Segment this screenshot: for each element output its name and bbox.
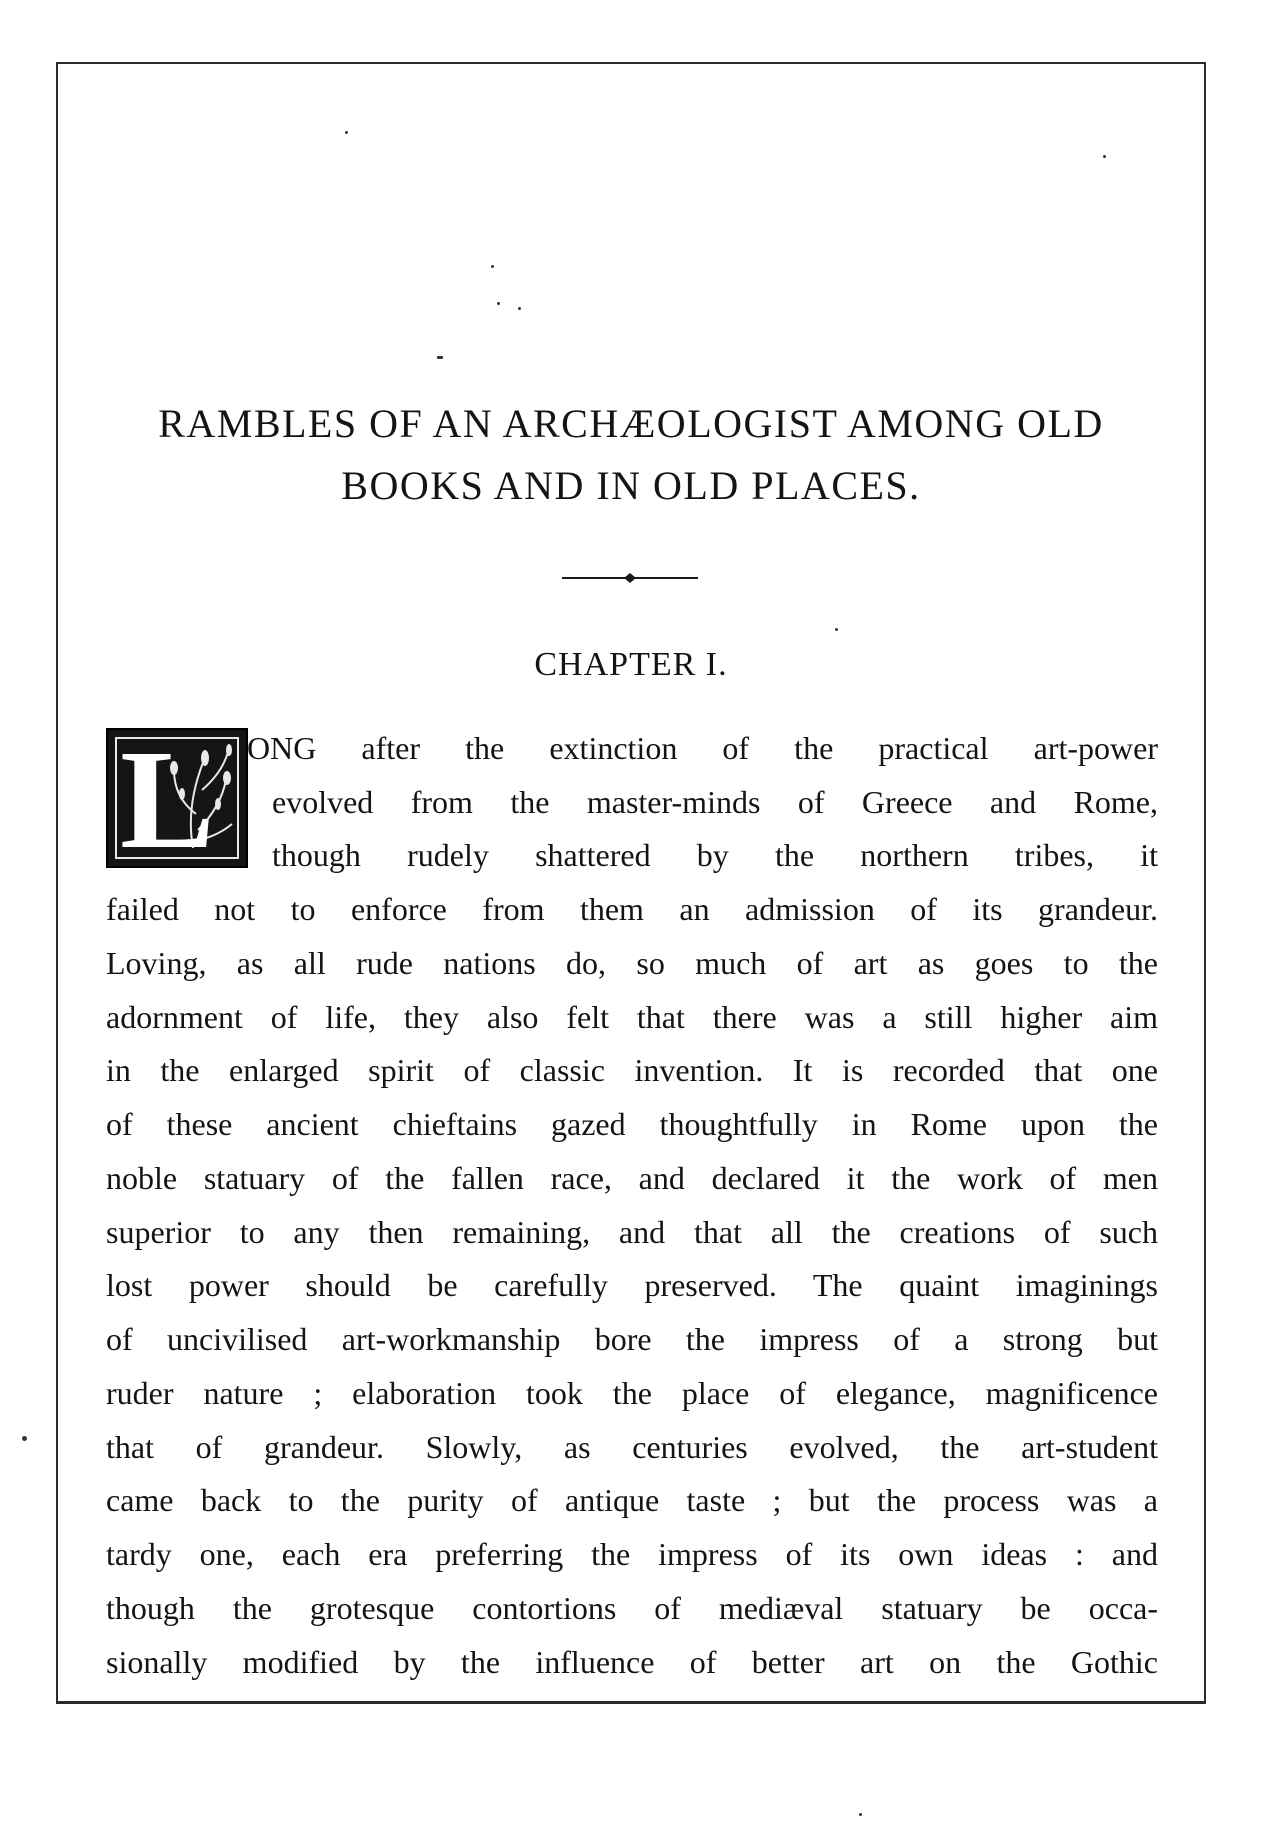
body-text-line: in the enlarged spirit of classic invention. It is recorded that one [106, 1052, 1158, 1088]
body-text-line: sionally modified by the influence of better art on the Gothic [106, 1644, 1158, 1680]
scan-speck [22, 1436, 27, 1441]
scan-speck [437, 356, 443, 359]
scan-speck [518, 307, 521, 310]
body-text-line: came back to the purity of antique taste ; but the process was a [106, 1482, 1158, 1518]
scan-speck [859, 1813, 862, 1816]
body-text-line: Loving, as all rude nations do, so much of art as goes to the [106, 945, 1158, 981]
scan-speck [1103, 155, 1106, 158]
body-text-line: lost power should be carefully preserved. The quaint imaginings [106, 1267, 1158, 1303]
ornamental-drop-cap [106, 720, 248, 878]
body-text-line: ruder nature ; elaboration took the place of elegance, magnificence [106, 1375, 1158, 1411]
body-text-line: failed not to enforce from them an admission of its grandeur. [106, 891, 1158, 927]
scan-speck [835, 628, 838, 631]
body-text-line: noble statuary of the fallen race, and declared it the work of men [106, 1160, 1158, 1196]
scan-speck [491, 265, 494, 268]
scan-speck [497, 302, 500, 305]
book-title-line-1: RAMBLES OF AN ARCHÆOLOGIST AMONG OLD [158, 401, 1104, 446]
body-text-line: adornment of life, they also felt that there was a still higher aim [106, 999, 1158, 1035]
body-text-line: ONG after the extinction of the practical art-power [247, 730, 1158, 766]
body-text-line: though the grotesque contortions of mediæval statuary be occa- [106, 1590, 1158, 1626]
book-title-line-2: BOOKS AND IN OLD PLACES. [341, 463, 921, 508]
body-text-line: tardy one, each era preferring the impress of its own ideas : and [106, 1536, 1158, 1572]
body-text-line: that of grandeur. Slowly, as centuries evolved, the art-student [106, 1429, 1158, 1465]
body-text-line: superior to any then remaining, and that all the creations of such [106, 1214, 1158, 1250]
body-text-line: evolved from the master-minds of Greece and Rome, [272, 784, 1158, 820]
book-title [56, 393, 1206, 517]
drop-cap-letter: L [120, 720, 215, 878]
scan-speck [345, 131, 348, 134]
body-text-line: of these ancient chieftains gazed thoughtfully in Rome upon the [106, 1106, 1158, 1142]
body-text-line: of uncivilised art-workmanship bore the impress of a strong but [106, 1321, 1158, 1357]
title-divider-ornament [560, 572, 700, 584]
chapter-heading: CHAPTER I. [534, 646, 728, 683]
body-text-line: though rudely shattered by the northern tribes, it [272, 837, 1158, 873]
